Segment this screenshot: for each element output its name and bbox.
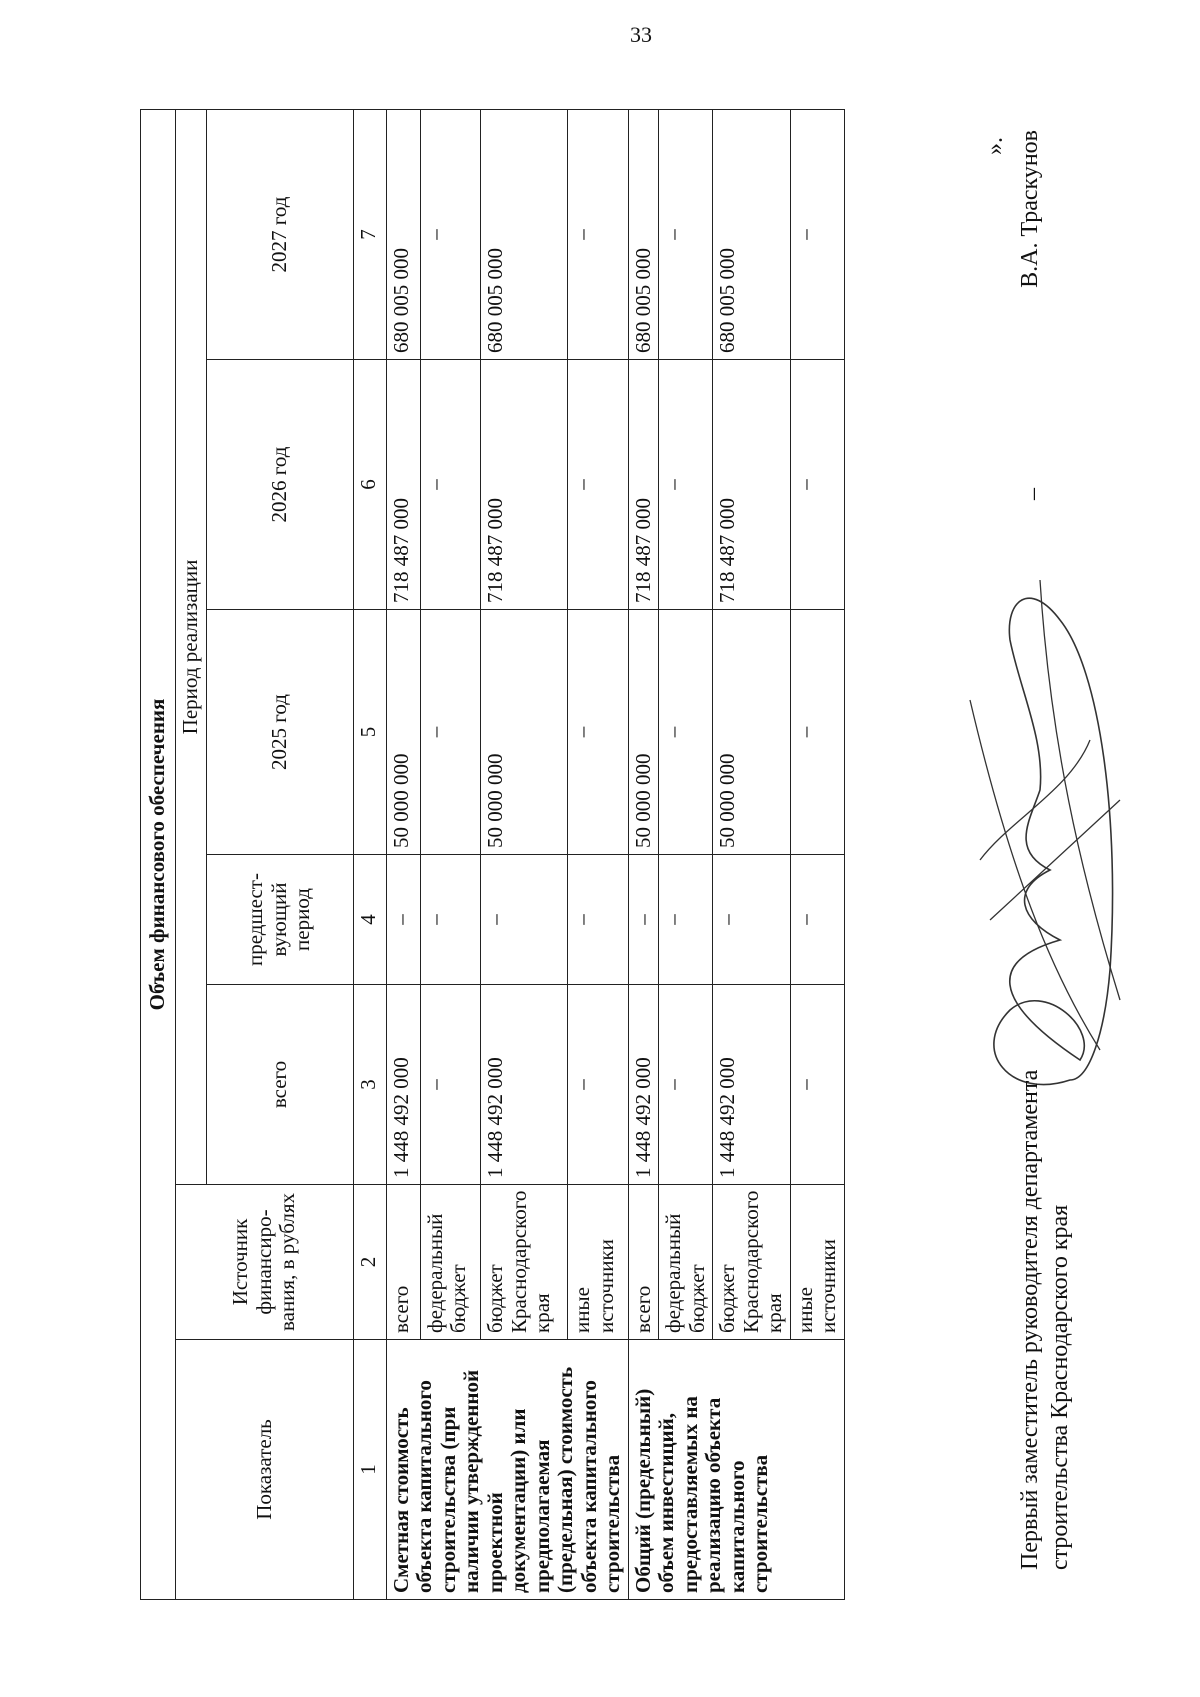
- header-2027: 2027 год: [206, 109, 353, 359]
- y2027-cell: 680 005 000: [386, 109, 420, 359]
- closing-quote: ».: [982, 137, 1008, 155]
- header-period: Период реализации: [176, 109, 207, 1184]
- previous-cell: –: [568, 855, 629, 985]
- total-cell: 1 448 492 000: [713, 985, 791, 1185]
- source-cell: всего: [628, 1185, 659, 1340]
- total-cell: –: [659, 985, 713, 1185]
- signature-block: [1015, 110, 1075, 1570]
- total-cell: 1 448 492 000: [481, 985, 568, 1185]
- header-2026: 2026 год: [206, 360, 353, 610]
- table-title: Объем финансового обеспечения: [141, 109, 176, 1599]
- y2027-cell: –: [568, 109, 629, 359]
- column-number: 2: [353, 1185, 386, 1340]
- y2027-cell: –: [659, 109, 713, 359]
- page-number: 33: [630, 22, 652, 47]
- indicator-cell: Общий (предельный) объем инвестиций, предоставляемых на реализацию объекта капитального строительства: [628, 1340, 844, 1600]
- source-cell: иные источники: [568, 1185, 629, 1340]
- column-number-row: [353, 109, 386, 1599]
- signatory-position: [1015, 110, 1075, 1570]
- header-2025: 2025 год: [206, 610, 353, 855]
- header-total: всего: [206, 985, 353, 1185]
- y2026-cell: 718 487 000: [628, 360, 659, 610]
- y2026-cell: –: [659, 360, 713, 610]
- header-previous: предшест-вующий период: [206, 855, 353, 985]
- total-cell: –: [420, 985, 481, 1185]
- table-row: [628, 109, 659, 1599]
- total-cell: –: [790, 985, 844, 1185]
- total-cell: –: [568, 985, 629, 1185]
- total-cell: 1 448 492 000: [386, 985, 420, 1185]
- total-cell: 1 448 492 000: [628, 985, 659, 1185]
- column-number: 5: [353, 610, 386, 855]
- y2025-cell: 50 000 000: [628, 610, 659, 855]
- header-indicator: Показатель: [176, 1340, 354, 1600]
- source-cell: иные источники: [790, 1185, 844, 1340]
- column-number: 3: [353, 985, 386, 1185]
- indicator-cell: Сметная стоимость объекта капитального строительства (при наличии утвержденной проектной документации) или предполагаемая (предельная) стоимость объекта капитального строительства: [386, 1340, 628, 1600]
- column-number: 4: [353, 855, 386, 985]
- y2025-cell: –: [659, 610, 713, 855]
- previous-cell: –: [481, 855, 568, 985]
- previous-cell: –: [420, 855, 481, 985]
- y2025-cell: 50 000 000: [713, 610, 791, 855]
- financing-table: [140, 109, 845, 1600]
- position-line: Первый заместитель руководителя департамента: [1017, 1069, 1043, 1570]
- y2026-cell: 718 487 000: [481, 360, 568, 610]
- y2026-cell: –: [568, 360, 629, 610]
- y2026-cell: –: [790, 360, 844, 610]
- position-line: строительства Краснодарского края: [1047, 1204, 1073, 1570]
- y2025-cell: –: [420, 610, 481, 855]
- signatory-name: В.А. Траскунов: [1017, 130, 1043, 288]
- header-source: Источник финансиро-вания, в рублях: [176, 1185, 354, 1340]
- y2027-cell: 680 005 000: [713, 109, 791, 359]
- rotated-page-content: [120, 100, 1120, 1600]
- source-cell: федеральный бюджет: [659, 1185, 713, 1340]
- y2027-cell: –: [420, 109, 481, 359]
- y2027-cell: 680 005 000: [628, 109, 659, 359]
- previous-cell: –: [386, 855, 420, 985]
- y2025-cell: –: [790, 610, 844, 855]
- signature-dash: –: [1020, 488, 1046, 500]
- previous-cell: –: [628, 855, 659, 985]
- previous-cell: –: [659, 855, 713, 985]
- column-number: 1: [353, 1340, 386, 1600]
- y2027-cell: –: [790, 109, 844, 359]
- y2026-cell: 718 487 000: [713, 360, 791, 610]
- table-row: [386, 109, 420, 1599]
- previous-cell: –: [790, 855, 844, 985]
- y2025-cell: 50 000 000: [386, 610, 420, 855]
- source-cell: бюджет Краснодарского края: [713, 1185, 791, 1340]
- y2026-cell: –: [420, 360, 481, 610]
- y2027-cell: 680 005 000: [481, 109, 568, 359]
- y2026-cell: 718 487 000: [386, 360, 420, 610]
- column-number: 6: [353, 360, 386, 610]
- source-cell: федеральный бюджет: [420, 1185, 481, 1340]
- y2025-cell: 50 000 000: [481, 610, 568, 855]
- source-cell: бюджет Краснодарского края: [481, 1185, 568, 1340]
- previous-cell: –: [713, 855, 791, 985]
- source-cell: всего: [386, 1185, 420, 1340]
- y2025-cell: –: [568, 610, 629, 855]
- column-number: 7: [353, 109, 386, 359]
